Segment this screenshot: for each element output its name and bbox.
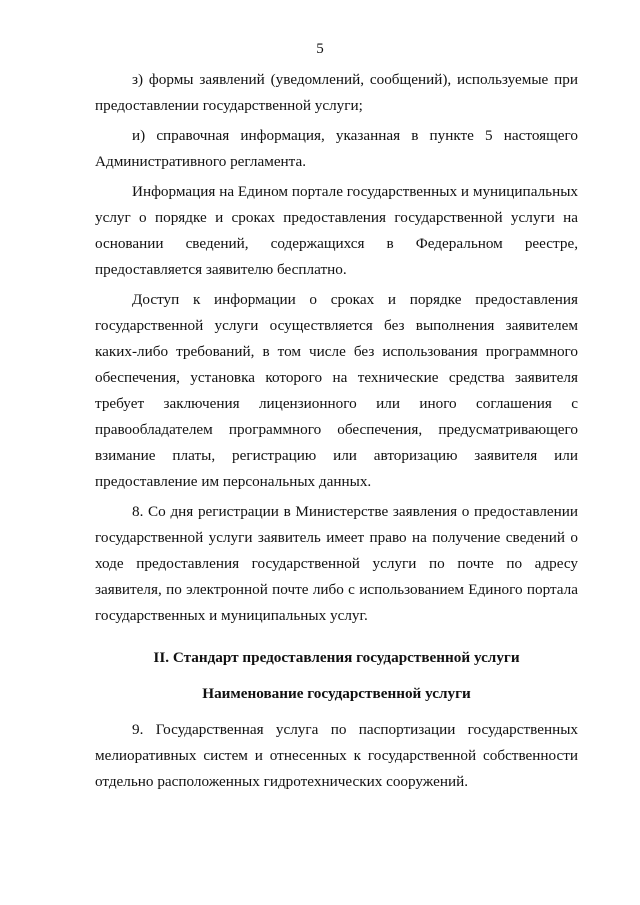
- paragraph-9: 9. Государственная услуга по паспортизации государственных мелиоративных систем и отнесенных к государственной собственности отдельно расположенных гидротехнических сооружений.: [95, 721, 578, 790]
- paragraph-access: Доступ к информации о сроках и порядке предоставления государственной услуги осуществляется без выполнения заявителем каких-либо требований, в том числе без использования программного обеспечения, установка которого на технические средства заявителя требует заключения лицензионного или иного соглашения с правообладателем программного обеспечения, предусматривающего взимание платы, регистрацию или авторизацию заявителя или предоставление им персональных данных.: [95, 291, 578, 490]
- paragraph-portal-info: Информация на Едином портале государственных и муниципальных услуг о порядке и сроках предоставления государственной услуги на основании сведений, содержащихся в Федеральном реестре, предоставляется заявителю бесплатно.: [95, 183, 578, 278]
- document-body: [95, 67, 578, 795]
- section-subtitle: Наименование государственной услуги: [202, 685, 471, 702]
- page-number: 5: [316, 41, 324, 57]
- paragraph-forms: з) формы заявлений (уведомлений, сообщений), используемые при предоставлении государственной услуги;: [95, 71, 578, 114]
- paragraph-8: 8. Со дня регистрации в Министерстве заявления о предоставлении государственной услуги заявитель имеет право на получение сведений о ходе предоставления государственной услуги по почте по адресу заявителя, по электронной почте либо с использованием Единого портала государственных и муниципальных услуг.: [95, 503, 578, 624]
- section-title: II. Стандарт предоставления государственной услуги: [153, 649, 520, 666]
- paragraph-reference-info: и) справочная информация, указанная в пункте 5 настоящего Административного регламента.: [95, 127, 578, 170]
